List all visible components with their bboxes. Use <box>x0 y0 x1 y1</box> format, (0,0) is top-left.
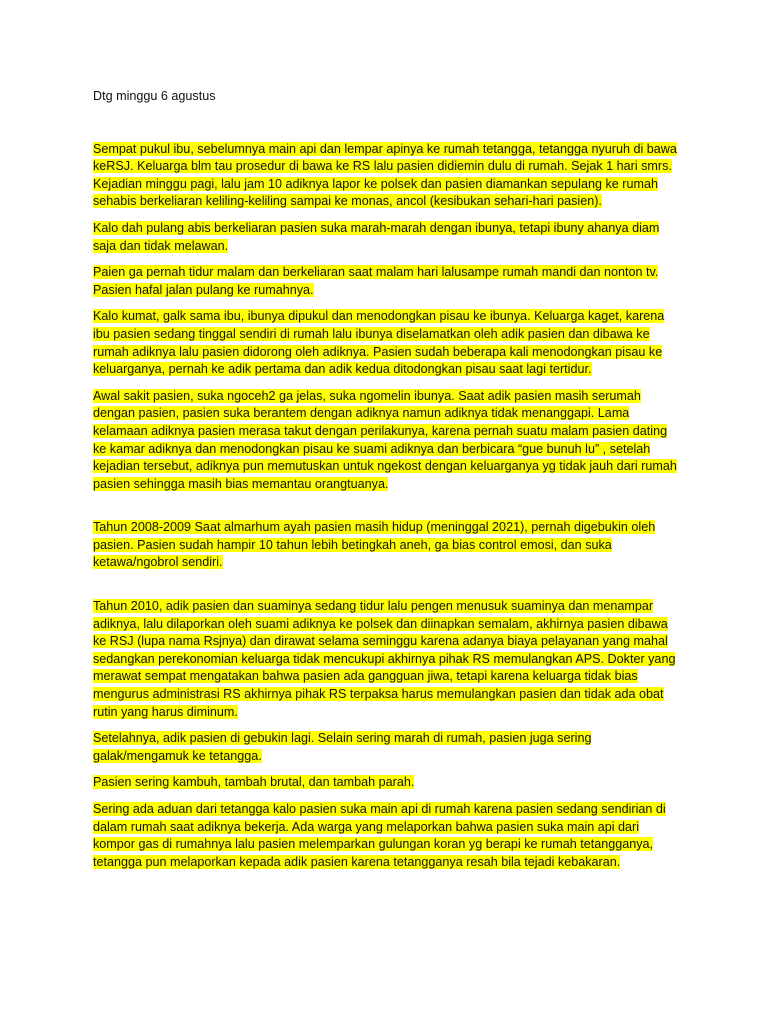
highlighted-text: Setelahnya, adik pasien di gebukin lagi. Selain sering marah di rumah, pasien juga sering galak/mengamuk ke tetangga. <box>93 731 592 763</box>
paragraph-2 <box>93 220 683 255</box>
paragraph-9 <box>93 774 683 792</box>
highlighted-text: Pasien sering kambuh, tambah brutal, dan tambah parah. <box>93 775 415 790</box>
paragraph-3 <box>93 264 683 299</box>
paragraph-8 <box>93 730 683 765</box>
paragraph-1 <box>93 141 683 211</box>
paragraph-6 <box>93 519 683 572</box>
highlighted-text: Sering ada aduan dari tetangga kalo pasien suka main api di rumah karena pasien sedang sendirian di dalam rumah saat adiknya bekerja. Ada warga yang melaporkan bahwa pasien suka main api dari kompor gas di rumahnya lalu pasien melemparkan gulungan koran yg berapi ke rumah tetangganya, tetangga pun melaporkan kepada adik pasien karena tetangganya resah bila tejadi kebakaran. <box>93 802 666 869</box>
paragraph-10 <box>93 801 683 871</box>
highlighted-text: Sempat pukul ibu, sebelumnya main api dan lempar apinya ke rumah tetangga, tetangga nyuruh di bawa keRSJ. Keluarga blm tau prosedur di bawa ke RS lalu pasien didiemin dulu di rumah. Sejak 1 hari smrs. Kejadian minggu pagi, lalu jam 10 adiknya lapor ke polsek dan pasien diamankan sepulang ke rumah sehabis berkeliaran keliling-keliling sampai ke monas, ancol (kesibukan sehari-hari pasien). <box>93 141 677 209</box>
highlighted-text: Kalo dah pulang abis berkeliaran pasien suka marah-marah dengan ibunya, tetapi ibuny ahanya diam saja dan tidak melawan. <box>93 220 660 253</box>
highlighted-text: Awal sakit pasien, suka ngoceh2 ga jelas, suka ngomelin ibunya. Saat adik pasien masih serumah dengan pasien, pasien suka berantem dengan adiknya namun adiknya tidak menanggapi. Lama kelamaan adiknya pasien merasa takut dengan perilakunya, karena pernah suatu malam pasien dating ke kamar adiknya dan menodongkan pisau ke suami adiknya dan berbicara “gue bunuh lu” , setelah kejadian tersebut, adiknya pun memutuskan untuk ngekost dengan keluarganya yg tidak jauh dari rumah pasien sehingga masih bias memantau orangtuanya. <box>93 388 677 491</box>
paragraph-4 <box>93 308 683 378</box>
document-body <box>93 88 683 880</box>
highlighted-text: Tahun 2008-2009 Saat almarhum ayah pasien masih hidup (meninggal 2021), pernah digebukin oleh pasien. Pasien sudah hampir 10 tahun lebih betingkah aneh, ga bias control emosi, dan suka ketawa/ngobrol sendiri. <box>93 520 656 570</box>
highlighted-text: Paien ga pernah tidur malam dan berkeliaran saat malam hari lalusampe rumah mandi dan nonton tv. Pasien hafal jalan pulang ke rumahnya. <box>93 265 659 297</box>
highlighted-text: Kalo kumat, galk sama ibu, ibunya dipukul dan menodongkan pisau ke ibunya. Keluarga kaget, karena ibu pasien sedang tinggal sendiri di rumah lalu ibunya diselamatkan oleh adik pasien dan dibawa ke rumah adiknya lalu pasien didorong oleh adiknya. Pasien sudah beberapa kali menodongkan pisau ke keluarganya, pernah ke adik pertama dan adik kedua ditodongkan pisau saat lagi tertidur. <box>93 309 665 377</box>
date-line: Dtg minggu 6 agustus <box>93 89 216 103</box>
highlighted-text: Tahun 2010, adik pasien dan suaminya sedang tidur lalu pengen menusuk suaminya dan menampar adiknya, lalu dilaporkan oleh suami adiknya ke polsek dan diinapkan semalam, akhirnya pasien dibawa ke RSJ (lupa nama Rsjnya) dan dirawat selama seminggu karena adanya biaya pelayanan yang mahal sedangkan perekonomian keluarga tidak mencukupi akhirnya pihak RS memulangkan APS. Dokter yang merawat sempat mengatakan bahwa pasien ada gangguan jiwa, tetapi karena keluarga tidak bias mengurus administrasi RS akhirnya pihak RS terpaksa harus memulangkan pasien dan tidak ada obat rutin yang harus diminum. <box>93 599 676 719</box>
paragraph-7 <box>93 598 683 721</box>
paragraph-5 <box>93 388 683 494</box>
